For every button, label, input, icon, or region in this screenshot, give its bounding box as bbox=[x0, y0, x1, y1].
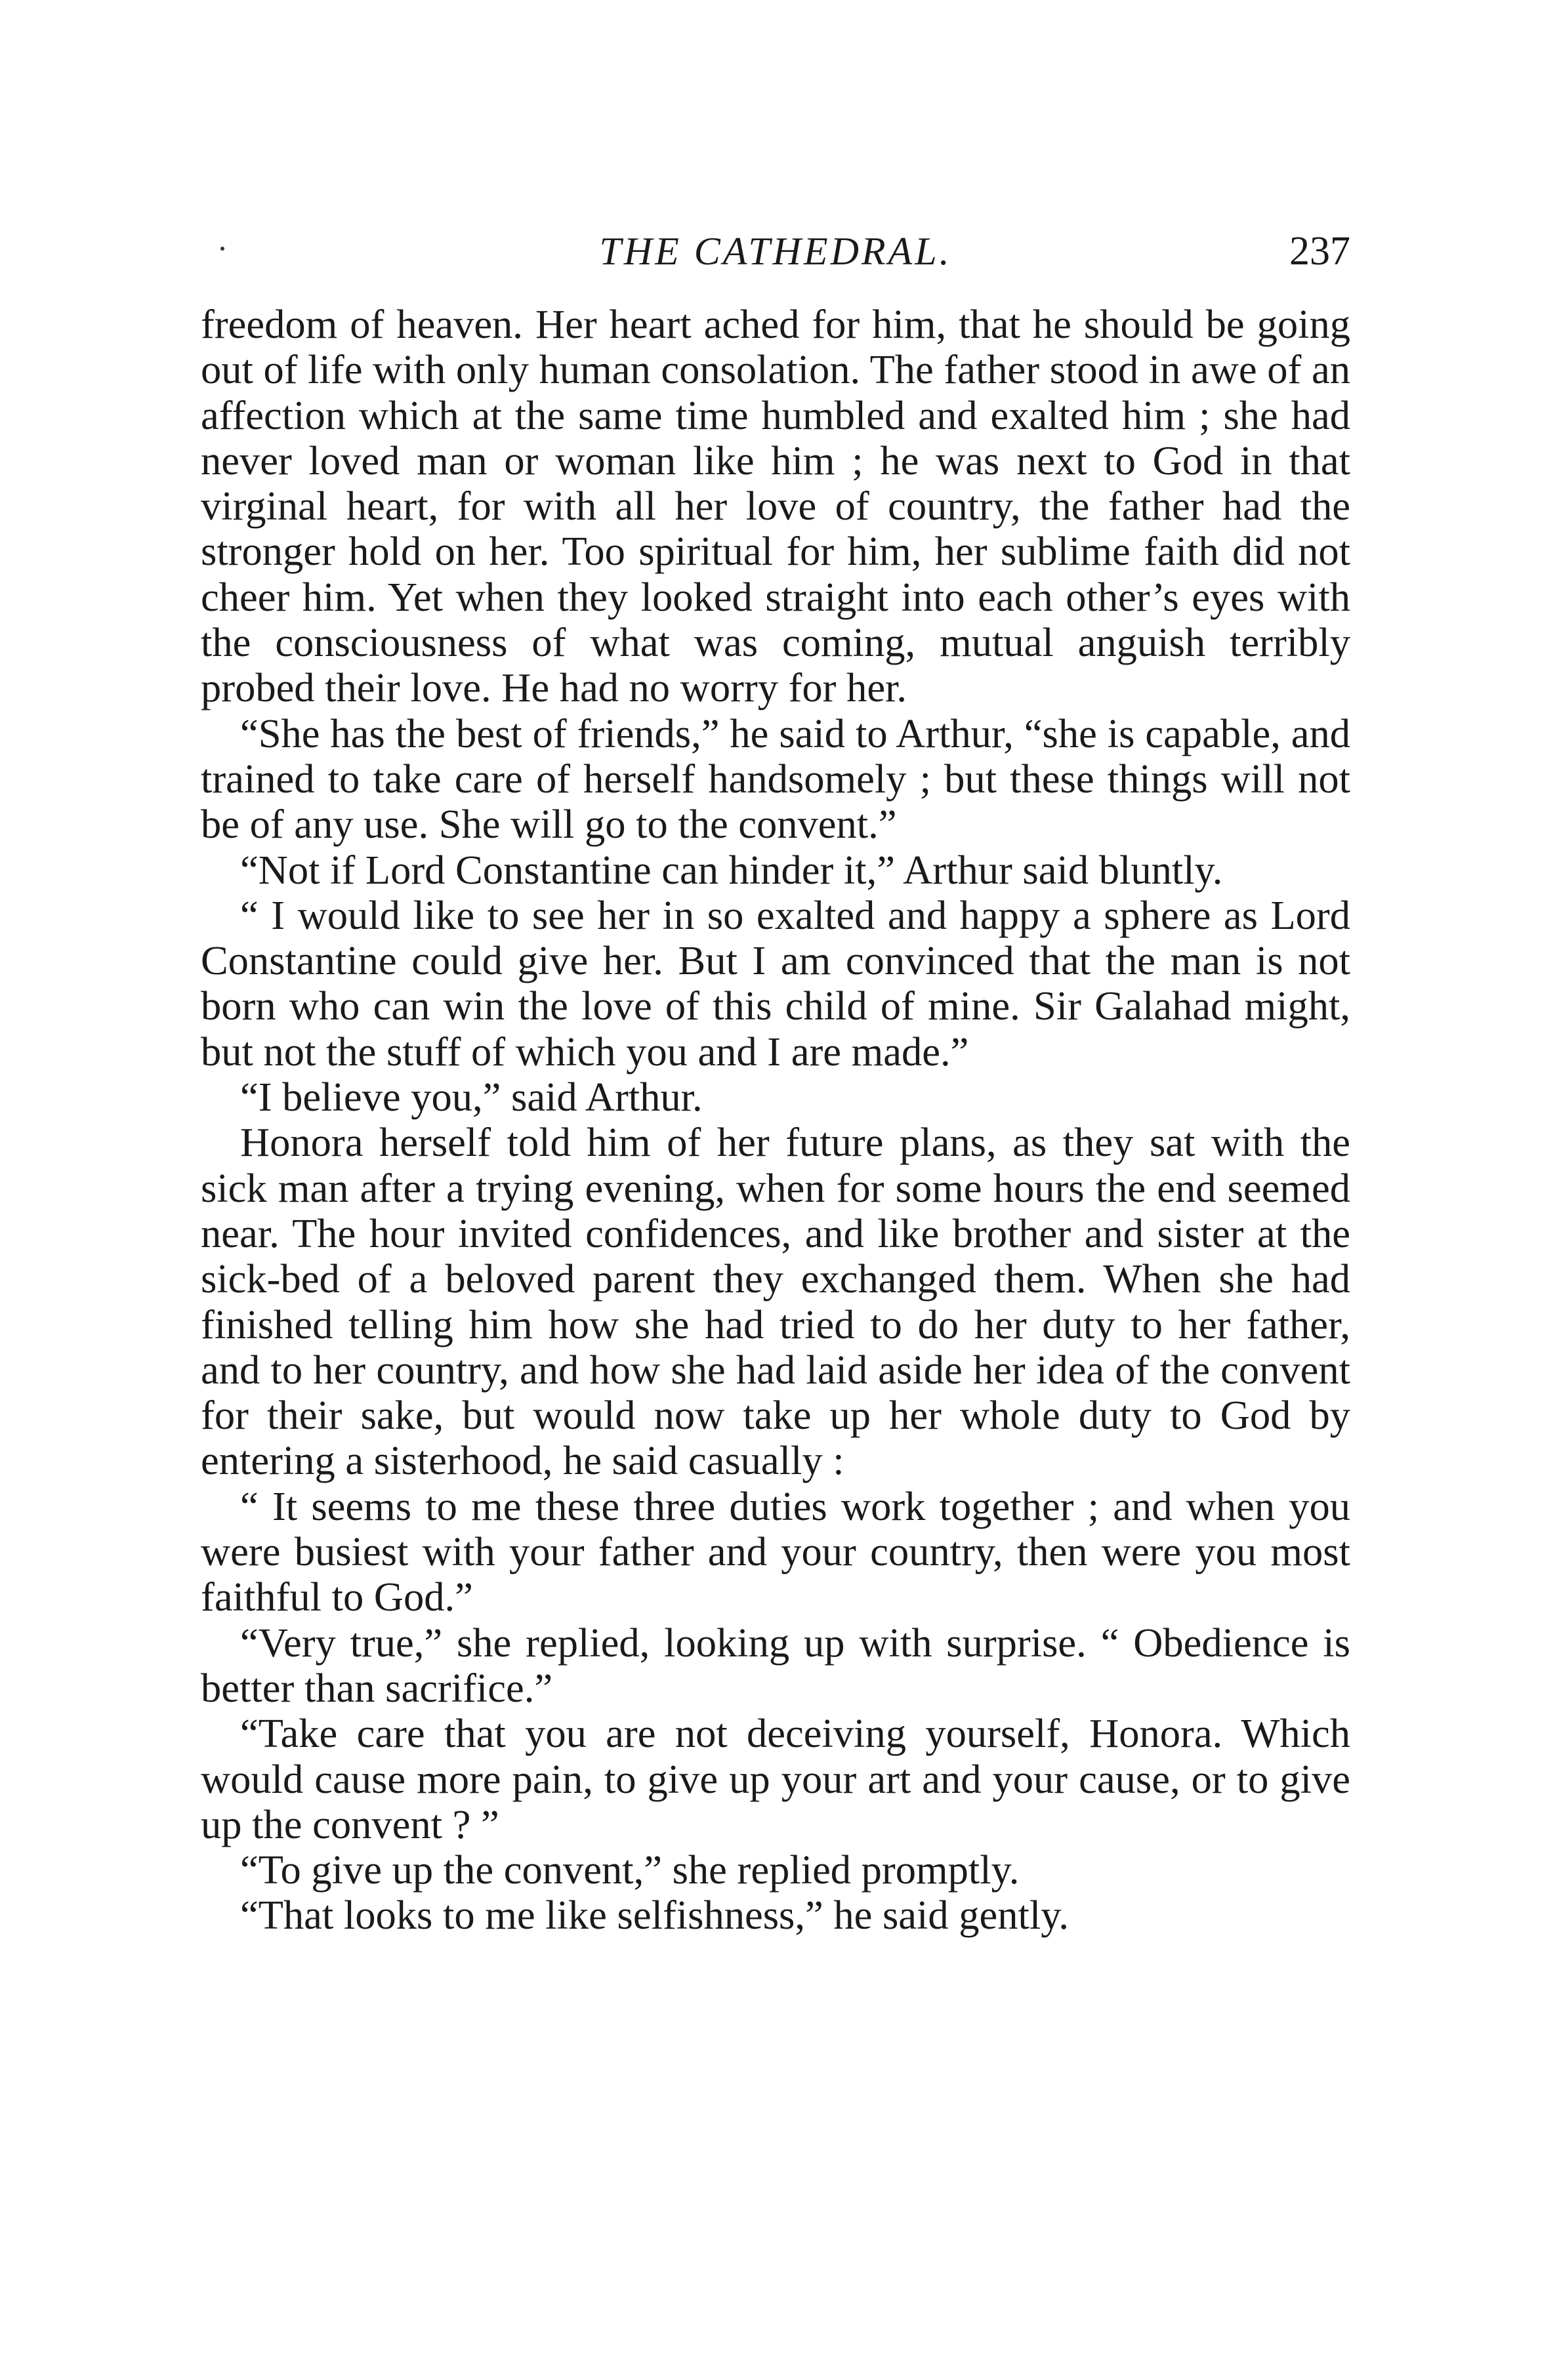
paragraph: “I believe you,” said Arthur. bbox=[240, 1074, 703, 1120]
paragraph: “Take care that you are not deceiving yourself, Honora. Which would cause more pain, to give up your art and your cause, or to give up the convent ? ” bbox=[201, 1710, 1350, 1847]
body-text bbox=[201, 302, 1350, 1939]
paragraph: “She has the best of friends,” he said to Arthur, “she is capable, and trained to take care of herself handsomely ; but these things will not be of any use. She will go to the convent.” bbox=[201, 710, 1350, 848]
page-number: 237 bbox=[1289, 229, 1350, 274]
running-head bbox=[201, 222, 1350, 281]
paragraph: freedom of heaven. Her heart ached for him, that he should be going out of life with only human consolation. The father stood in awe of an affection which at the same time humbled and exalted him ; she had never loved man or woman like him ; he was next to God in that virginal heart, for with all her love of country, the father had the stronger hold on her. Too spiritual for him, her sublime faith did not cheer him. Yet when they looked straight into each other’s eyes with the consciousness of what was coming, mutual anguish terribly probed their love. He had no worry for her. bbox=[201, 301, 1350, 711]
paragraph: “ I would like to see her in so exalted and happy a sphere as Lord Constantine could give her. But I am convinced that the man is not born who can win the love of this child of mine. Sir Galahad might, but not the stuff of which you and I are made.” bbox=[201, 892, 1350, 1075]
paragraph: “Not if Lord Constantine can hinder it,” Arthur said bluntly. bbox=[240, 846, 1223, 893]
running-title: THE CATHEDRAL. bbox=[599, 230, 952, 273]
paragraph: “That looks to me like selfishness,” he said gently. bbox=[240, 1892, 1070, 1939]
paragraph: Honora herself told him of her future plans, as they sat with the sick man after a trying evening, when for some hours the end seemed near. The hour invited confidences, and like brother and sister at the sick-bed of a beloved parent they exchanged them. When she had finished telling him how she had tried to do her duty to her father, and to her country, and how she had laid aside her idea of the convent for their sake, but would now take up her whole duty to God by entering a sisterhood, he said casually : bbox=[201, 1119, 1350, 1484]
book-page bbox=[201, 222, 1350, 1939]
paragraph: “ It seems to me these three duties work together ; and when you were busiest with your father and your country, then were you most faithful to God.” bbox=[201, 1483, 1350, 1620]
paragraph: “To give up the convent,” she replied promptly. bbox=[240, 1847, 1020, 1893]
paragraph: “Very true,” she replied, looking up with surprise. “ Obedience is better than sacrifice.” bbox=[201, 1619, 1350, 1711]
